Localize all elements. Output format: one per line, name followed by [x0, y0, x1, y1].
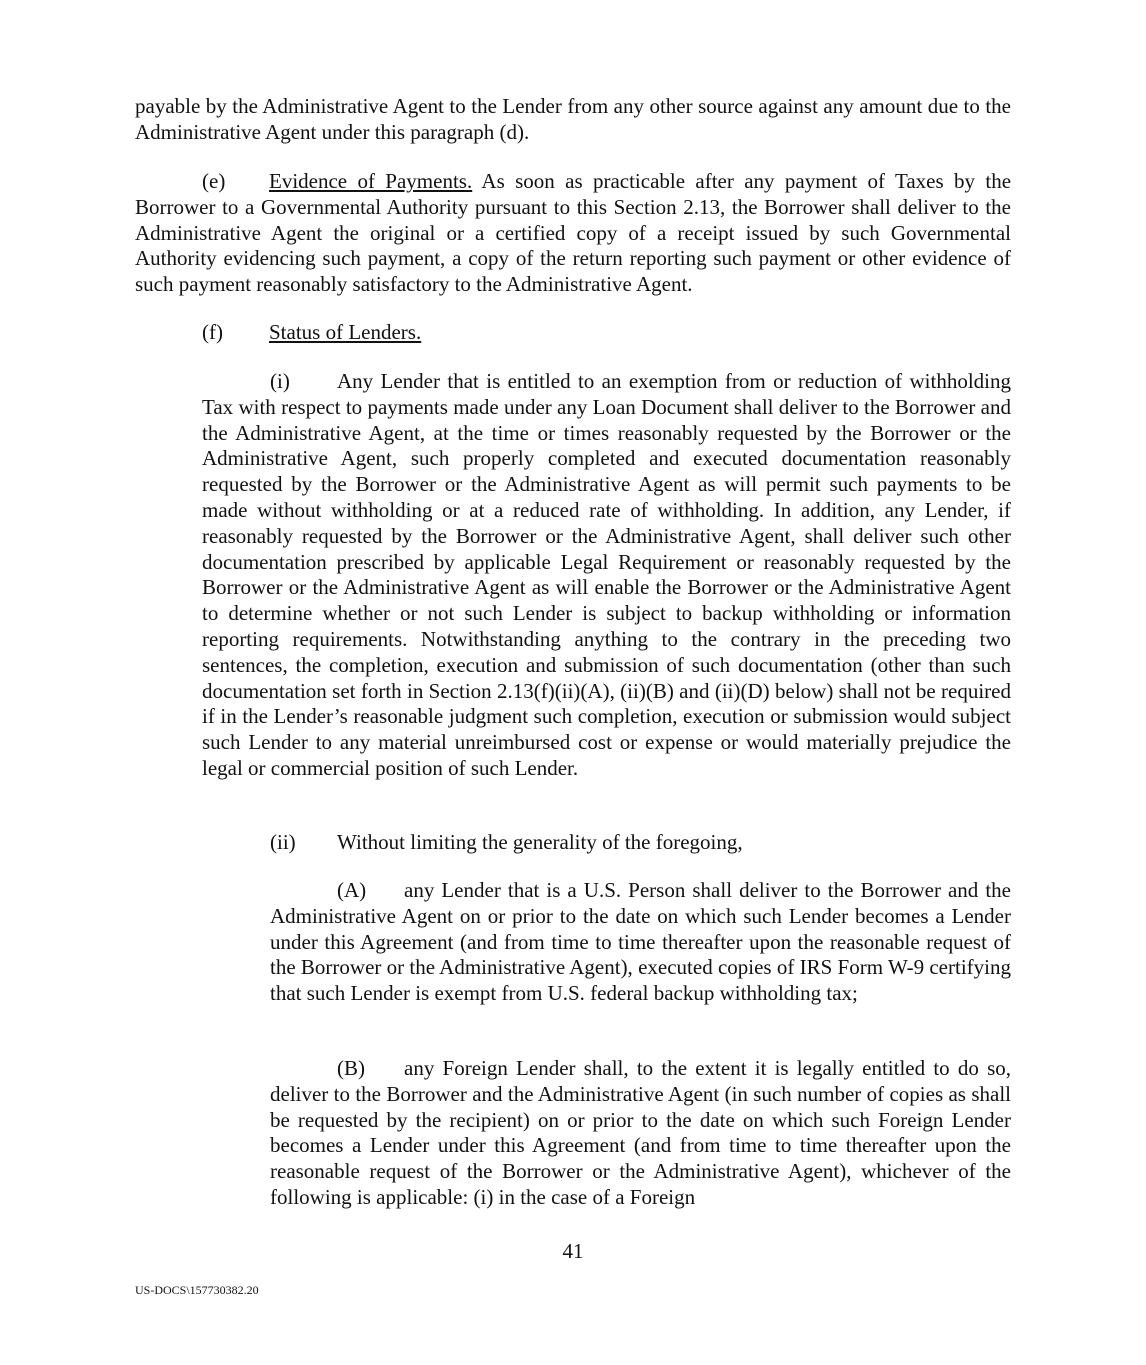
paragraph-f-ii-A-label: (A): [337, 878, 367, 902]
paragraph-f-i-label: (i): [270, 369, 290, 393]
paragraph-e-text: As soon as practicable after any payment of Taxes by the Borrower to a Governmental Authority pursuant to this Section 2.13, the Borrower shall deliver to the Administrative Agent the original or a certified copy of a receipt issued by such Governmental Authority evidencing such payment, a copy of the return reporting such payment or other evidence of such payment reasonably satisfactory to the Administrative Agent.: [135, 169, 1012, 297]
paragraph-f-ii-A-text: any Lender that is a U.S. Person shall deliver to the Borrower and the Administrative Agent on or prior to the date on which such Lender becomes a Lender under this Agreement (and from time to time thereafter upon the reasonable request of the Borrower or the Administrative Agent), executed copies of IRS Form W-9 certifying that such Lender is exempt from U.S. federal backup withholding tax;: [270, 878, 1011, 1006]
paragraph-e-heading: Evidence of Payments.: [269, 169, 473, 193]
paragraph-f-ii-B-label: (B): [337, 1056, 365, 1080]
paragraph-f-ii: [202, 830, 1011, 856]
paragraph-e-label: (e): [202, 169, 226, 193]
paragraph-f: [135, 320, 1011, 346]
paragraph-f-ii-text: Without limiting the generality of the foregoing,: [337, 830, 743, 854]
paragraph-f-heading: Status of Lenders.: [269, 320, 422, 344]
paragraph-f-ii-label: (ii): [270, 830, 296, 854]
page-number: 41: [562, 1239, 584, 1263]
paragraph-e: [135, 169, 1011, 298]
paragraph-f-i-text: Any Lender that is entitled to an exemption from or reduction of withholding Tax with respect to payments made under any Loan Document shall deliver to the Borrower and the Administrative Agent, at the time or times reasonably requested by the Borrower or the Administrative Agent, such properly completed and executed documentation reasonably requested by the Borrower or the Administrative Agent as will permit such payments to be made without withholding or at a reduced rate of withholding. In addition, any Lender, if reasonably requested by the Borrower or the Administrative Agent, shall deliver such other documentation prescribed by applicable Legal Requirement or reasonably requested by the Borrower or the Administrative Agent as will enable the Borrower or the Administrative Agent to determine whether or not such Lender is subject to backup withholding or information reporting requirements. Notwithstanding anything to the contrary in the preceding two sentences, the completion, execution and submission of such documentation (other than such documentation set forth in Section 2.13(f)(ii)(A), (ii)(B) and (ii)(D) below) shall not be required if in the Lender’s reasonable judgment such completion, execution or submission would subject such Lender to any material unreimbursed cost or expense or would materially prejudice the legal or commercial position of such Lender.: [202, 369, 1011, 780]
carryover-paragraph: payable by the Administrative Agent to the Lender from any other source against any amount due to the Administrative Agent under this paragraph (d).: [135, 94, 1011, 144]
paragraph-f-ii-B-text: any Foreign Lender shall, to the extent it is legally entitled to do so, deliver to the Borrower and the Administrative Agent (in such number of copies as shall be requested by the recipient) on or prior to the date on which such Foreign Lender becomes a Lender under this Agreement (and from time to time thereafter upon the reasonable request of the Borrower or the Administrative Agent), whichever of the following is applicable: (i) in the case of a Foreign: [270, 1056, 1011, 1209]
paragraph-f-label: (f): [202, 320, 223, 344]
paragraph-f-ii-A: [270, 878, 1011, 1007]
paragraph-f-ii-B: [270, 1056, 1011, 1211]
paragraph-f-i: [202, 369, 1011, 782]
footer-document-id: US-DOCS\157730382.20: [135, 1283, 259, 1297]
